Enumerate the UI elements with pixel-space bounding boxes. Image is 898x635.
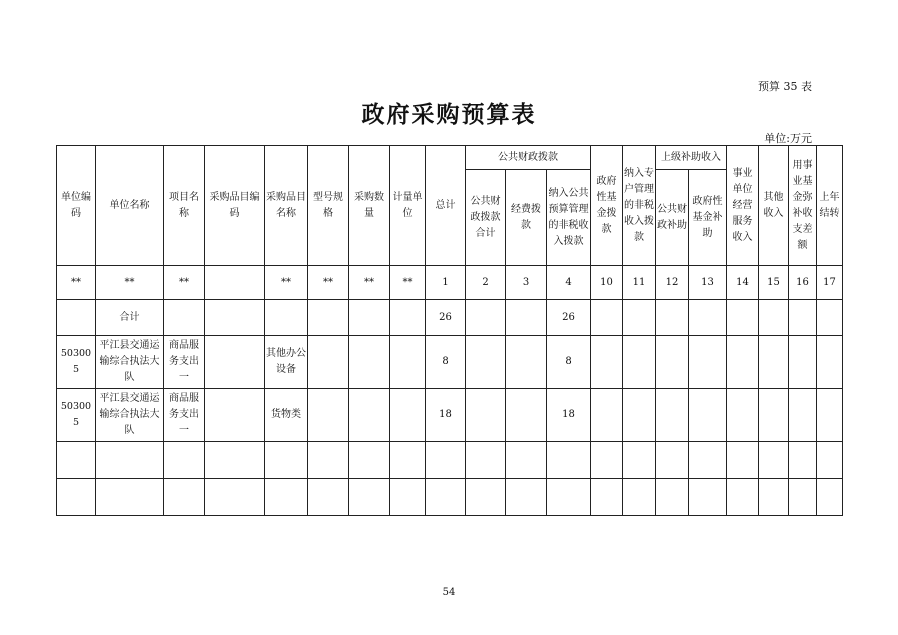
cell-measure	[390, 336, 426, 389]
header-item-name: 采购品目名称	[265, 146, 308, 266]
index-cell: **	[308, 266, 349, 300]
empty-cell	[689, 389, 727, 442]
empty-cell	[789, 300, 817, 336]
index-cell: **	[349, 266, 390, 300]
cell-project: 商品服务支出一	[164, 389, 205, 442]
cell-model	[308, 300, 349, 336]
empty-cell	[789, 389, 817, 442]
cell-model	[308, 389, 349, 442]
empty-row	[57, 442, 843, 479]
empty-cell	[656, 336, 689, 389]
header-superior-gov-fund-subsidy: 政府性基金补助	[689, 170, 727, 266]
header-measure-unit: 计量单位	[390, 146, 426, 266]
empty-cell	[623, 389, 656, 442]
header-gov-fund: 政府性基金拨款	[591, 146, 623, 266]
empty-cell	[591, 300, 623, 336]
header-project-name: 项目名称	[164, 146, 205, 266]
table-row	[57, 389, 843, 442]
empty-cell	[591, 389, 623, 442]
cell-unit-name: 平江县交通运输综合执法大队	[96, 336, 164, 389]
header-unit-code: 单位编码	[57, 146, 96, 266]
cell-item-name: 其他办公设备	[265, 336, 308, 389]
index-cell: **	[164, 266, 205, 300]
empty-row	[57, 479, 843, 516]
empty-cell	[789, 336, 817, 389]
cell-unit-code	[57, 300, 96, 336]
header-public-finance: 公共财政拨款	[466, 146, 591, 170]
cell-unit-name: 平江县交通运输综合执法大队	[96, 389, 164, 442]
cell-measure	[390, 300, 426, 336]
table-row	[57, 300, 843, 336]
cell-item-name	[265, 300, 308, 336]
empty-cell	[623, 336, 656, 389]
form-label: 预算 35 表	[758, 80, 812, 93]
empty-cell	[759, 336, 789, 389]
empty-cell	[817, 389, 843, 442]
cell-unit-name: 合计	[96, 300, 164, 336]
header-special-nontax: 纳入专户管理的非税收入拨款	[623, 146, 656, 266]
index-cell	[205, 266, 265, 300]
cell-total: 26	[426, 300, 466, 336]
empty-cell	[759, 300, 789, 336]
header-row-1	[57, 146, 843, 170]
cell-total: 8	[426, 336, 466, 389]
index-cell: 11	[623, 266, 656, 300]
header-business-income: 事业单位经营服务收入	[727, 146, 759, 266]
cell-pub-total	[466, 336, 506, 389]
procurement-budget-table	[56, 145, 843, 516]
header-total: 总计	[426, 146, 466, 266]
index-cell: **	[57, 266, 96, 300]
header-public-finance-total: 公共财政拨款合计	[466, 170, 506, 266]
empty-cell	[727, 336, 759, 389]
empty-cell	[689, 300, 727, 336]
cell-pub-total	[466, 300, 506, 336]
header-fund-balance: 用事业基金弥补收支差额	[789, 146, 817, 266]
header-item-code: 采购品目编码	[205, 146, 265, 266]
index-cell: 15	[759, 266, 789, 300]
header-model: 型号规格	[308, 146, 349, 266]
cell-nontax: 18	[547, 389, 591, 442]
cell-expense	[506, 389, 547, 442]
empty-cell	[727, 300, 759, 336]
cell-total: 18	[426, 389, 466, 442]
unit-label: 单位:万元	[764, 132, 812, 145]
empty-cell	[817, 336, 843, 389]
header-superior-public-subsidy: 公共财政补助	[656, 170, 689, 266]
cell-pub-total	[466, 389, 506, 442]
cell-item-name: 货物类	[265, 389, 308, 442]
index-cell: 1	[426, 266, 466, 300]
cell-nontax: 8	[547, 336, 591, 389]
index-cell: 3	[506, 266, 547, 300]
cell-qty	[349, 336, 390, 389]
cell-qty	[349, 300, 390, 336]
index-cell: 13	[689, 266, 727, 300]
empty-cell	[759, 389, 789, 442]
index-cell: **	[265, 266, 308, 300]
cell-project: 商品服务支出一	[164, 336, 205, 389]
index-cell: 16	[789, 266, 817, 300]
empty-cell	[727, 389, 759, 442]
empty-cell	[656, 389, 689, 442]
index-cell: **	[390, 266, 426, 300]
index-row	[57, 266, 843, 300]
cell-unit-code: 503005	[57, 389, 96, 442]
empty-cell	[623, 300, 656, 336]
cell-item-code	[205, 336, 265, 389]
index-cell: 14	[727, 266, 759, 300]
cell-qty	[349, 389, 390, 442]
index-cell: **	[96, 266, 164, 300]
page-title: 政府采购预算表	[361, 102, 537, 128]
empty-cell	[591, 336, 623, 389]
header-prior-year-carryover: 上年结转	[817, 146, 843, 266]
header-other-income: 其他收入	[759, 146, 789, 266]
cell-model	[308, 336, 349, 389]
index-cell: 10	[591, 266, 623, 300]
empty-cell	[689, 336, 727, 389]
header-superior-subsidy: 上级补助收入	[656, 146, 727, 170]
cell-unit-code: 503005	[57, 336, 96, 389]
header-quantity: 采购数量	[349, 146, 390, 266]
header-expense-appropriation: 经费拨款	[506, 170, 547, 266]
index-cell: 4	[547, 266, 591, 300]
cell-project	[164, 300, 205, 336]
cell-item-code	[205, 300, 265, 336]
index-cell: 2	[466, 266, 506, 300]
cell-expense	[506, 336, 547, 389]
header-nontax-income: 纳入公共预算管理的非税收入拨款	[547, 170, 591, 266]
index-cell: 17	[817, 266, 843, 300]
cell-item-code	[205, 389, 265, 442]
empty-cell	[817, 300, 843, 336]
table-row	[57, 336, 843, 389]
header-unit-name: 单位名称	[96, 146, 164, 266]
page-number: 54	[442, 587, 456, 598]
index-cell: 12	[656, 266, 689, 300]
cell-expense	[506, 300, 547, 336]
cell-nontax: 26	[547, 300, 591, 336]
empty-cell	[656, 300, 689, 336]
cell-measure	[390, 389, 426, 442]
